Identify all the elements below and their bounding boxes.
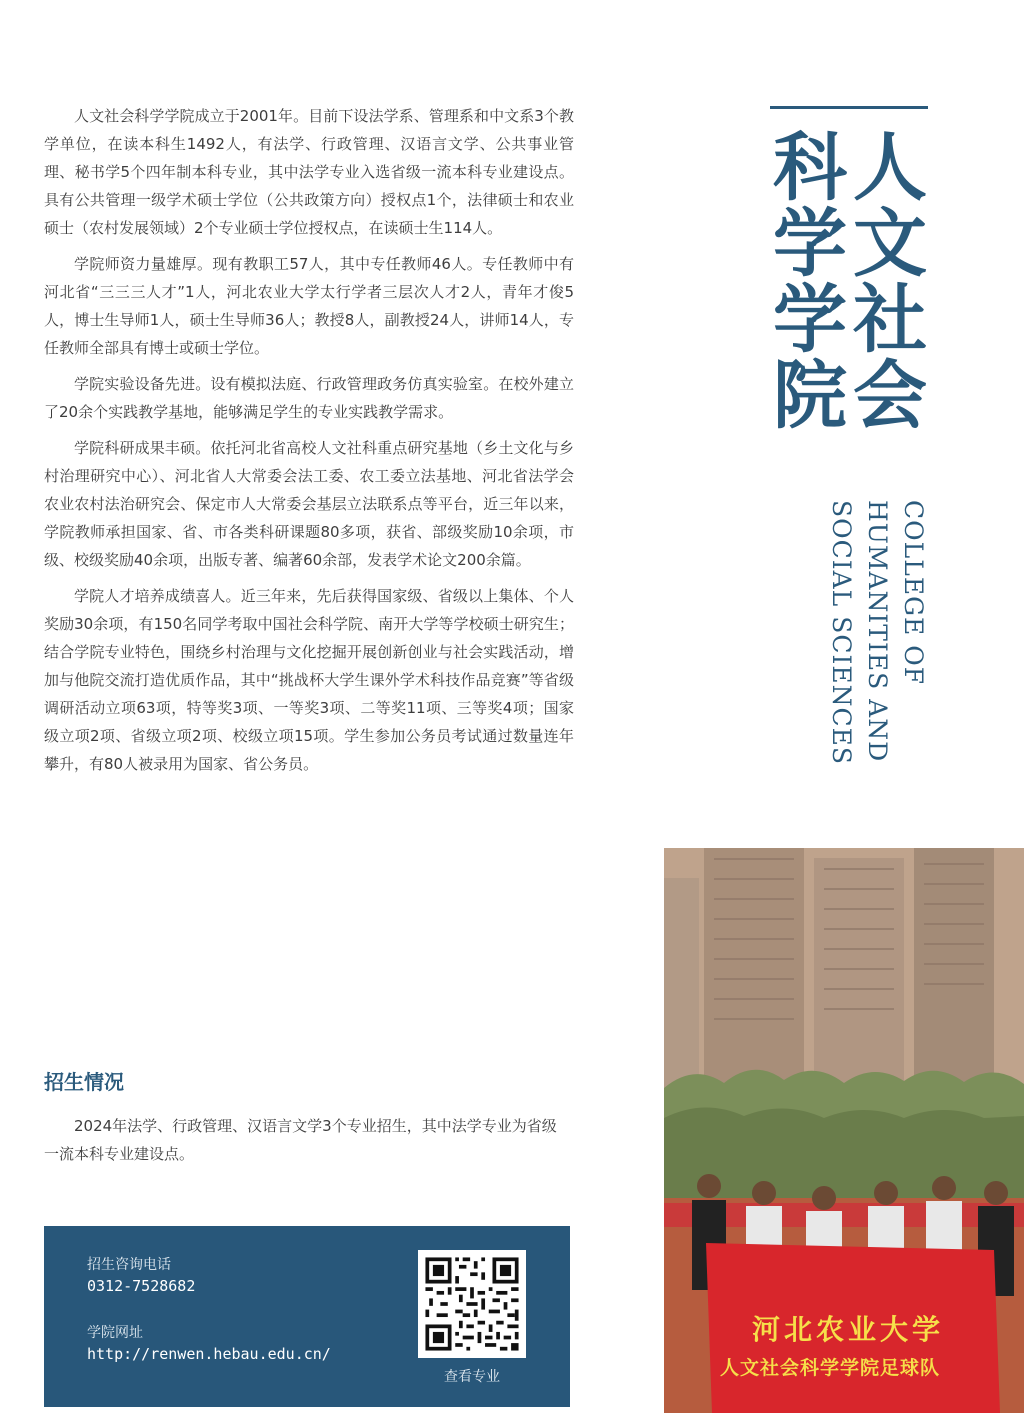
website-label: 学院网址 (87, 1325, 143, 1341)
intro-paragraph: 学院实验设备先进。设有模拟法庭、行政管理政务仿真实验室。在校外建立了20余个实践教学基地，能够满足学生的专业实践教学需求。 (44, 375, 574, 421)
phone-number: 0312-7528682 (87, 1277, 196, 1295)
team-photo (664, 848, 1024, 1413)
banner-line2: 人文社会科学学院足球队 (720, 1357, 941, 1379)
enrollment-text: 2024年法学、行政管理、汉语言文学3个专业招生，其中法学专业为省级一流本科专业建设点。 (44, 1117, 557, 1163)
contact-box (44, 1226, 570, 1407)
title-char: 学 (773, 277, 847, 363)
english-title-line3: SOCIAL SCIENCES (827, 500, 856, 765)
intro-text (44, 102, 574, 786)
intro-paragraph: 学院科研成果丰硕。依托河北省高校人文社科重点研究基地（乡土文化与乡村治理研究中心）、河北省人大常委会法工委、农工委立法基地、河北省法学会农业农村法治研究会、保定市人大常委会基层立法联系点等平台，近三年以来，学院教师承担国家、省、市各类科研课题80多项，获省、部级奖励10余项，市级、校级奖励40余项，出版专著、编著60余部，发表学术论文200余篇。 (44, 439, 574, 569)
phone-label: 招生咨询电话 (87, 1257, 171, 1273)
website-link[interactable]: http://renwen.hebau.edu.cn/ (87, 1345, 331, 1363)
qr-code-icon (418, 1250, 526, 1358)
title-char: 会 (853, 353, 927, 439)
title-column-right (850, 125, 930, 439)
title-column-left (770, 125, 850, 439)
english-title-line1: COLLEGE OF (899, 500, 928, 686)
qr-caption: 查看专业 (444, 1369, 500, 1385)
intro-paragraph: 学院师资力量雄厚。现有教职工57人，其中专任教师46人。专任教师中有河北省“三三三人才”1人，河北农业大学太行学者三层次人才2人，青年才俊5人，博士生导师1人，硕士生导师36人；教授8人，副教授24人，讲师14人，专任教师全部具有博士或硕士学位。 (44, 255, 574, 357)
title-char: 社 (853, 277, 927, 363)
title-rule (770, 106, 928, 109)
english-title-line2: HUMANITIES AND (863, 500, 892, 763)
enrollment-heading: 招生情况 (44, 1070, 124, 1094)
intro-paragraph: 人文社会科学学院成立于2001年。目前下设法学系、管理系和中文系3个教学单位，在读本科生1492人，有法学、行政管理、汉语言文学、公共事业管理、秘书学5个四年制本科专业，其中法学专业入选省级一流本科专业建设点。具有公共管理一级学术硕士学位（公共政策方向）授权点1个，法律硕士和农业硕士（农村发展领域）2个专业硕士学位授权点，在读硕士生114人。 (44, 107, 574, 237)
qr-code[interactable] (418, 1250, 526, 1358)
title-char: 院 (773, 353, 847, 439)
title-char: 学 (773, 201, 847, 287)
banner-line1: 河北农业大学 (752, 1313, 945, 1346)
intro-paragraph: 学院人才培养成绩喜人。近三年来，先后获得国家级、省级以上集体、个人奖励30余项，有150名同学考取中国社会科学院、南开大学等学校硕士研究生；结合学院专业特色，围绕乡村治理与文化挖掘开展创新创业与社会实践活动，增加与他院交流打造优质作品，其中“挑战杯大学生课外学术科技作品竞赛”等省级调研活动立项63项，特等奖3项、一等奖3项、二等奖11项、三等奖4项；国家级立项2项、省级立项2项、校级立项15项。学生参加公务员考试通过数量连年攀升，有80人被录用为国家、省公务员。 (44, 587, 574, 773)
title-char: 科 (773, 125, 847, 211)
title-char: 文 (853, 201, 927, 287)
title-char: 人 (853, 125, 927, 211)
